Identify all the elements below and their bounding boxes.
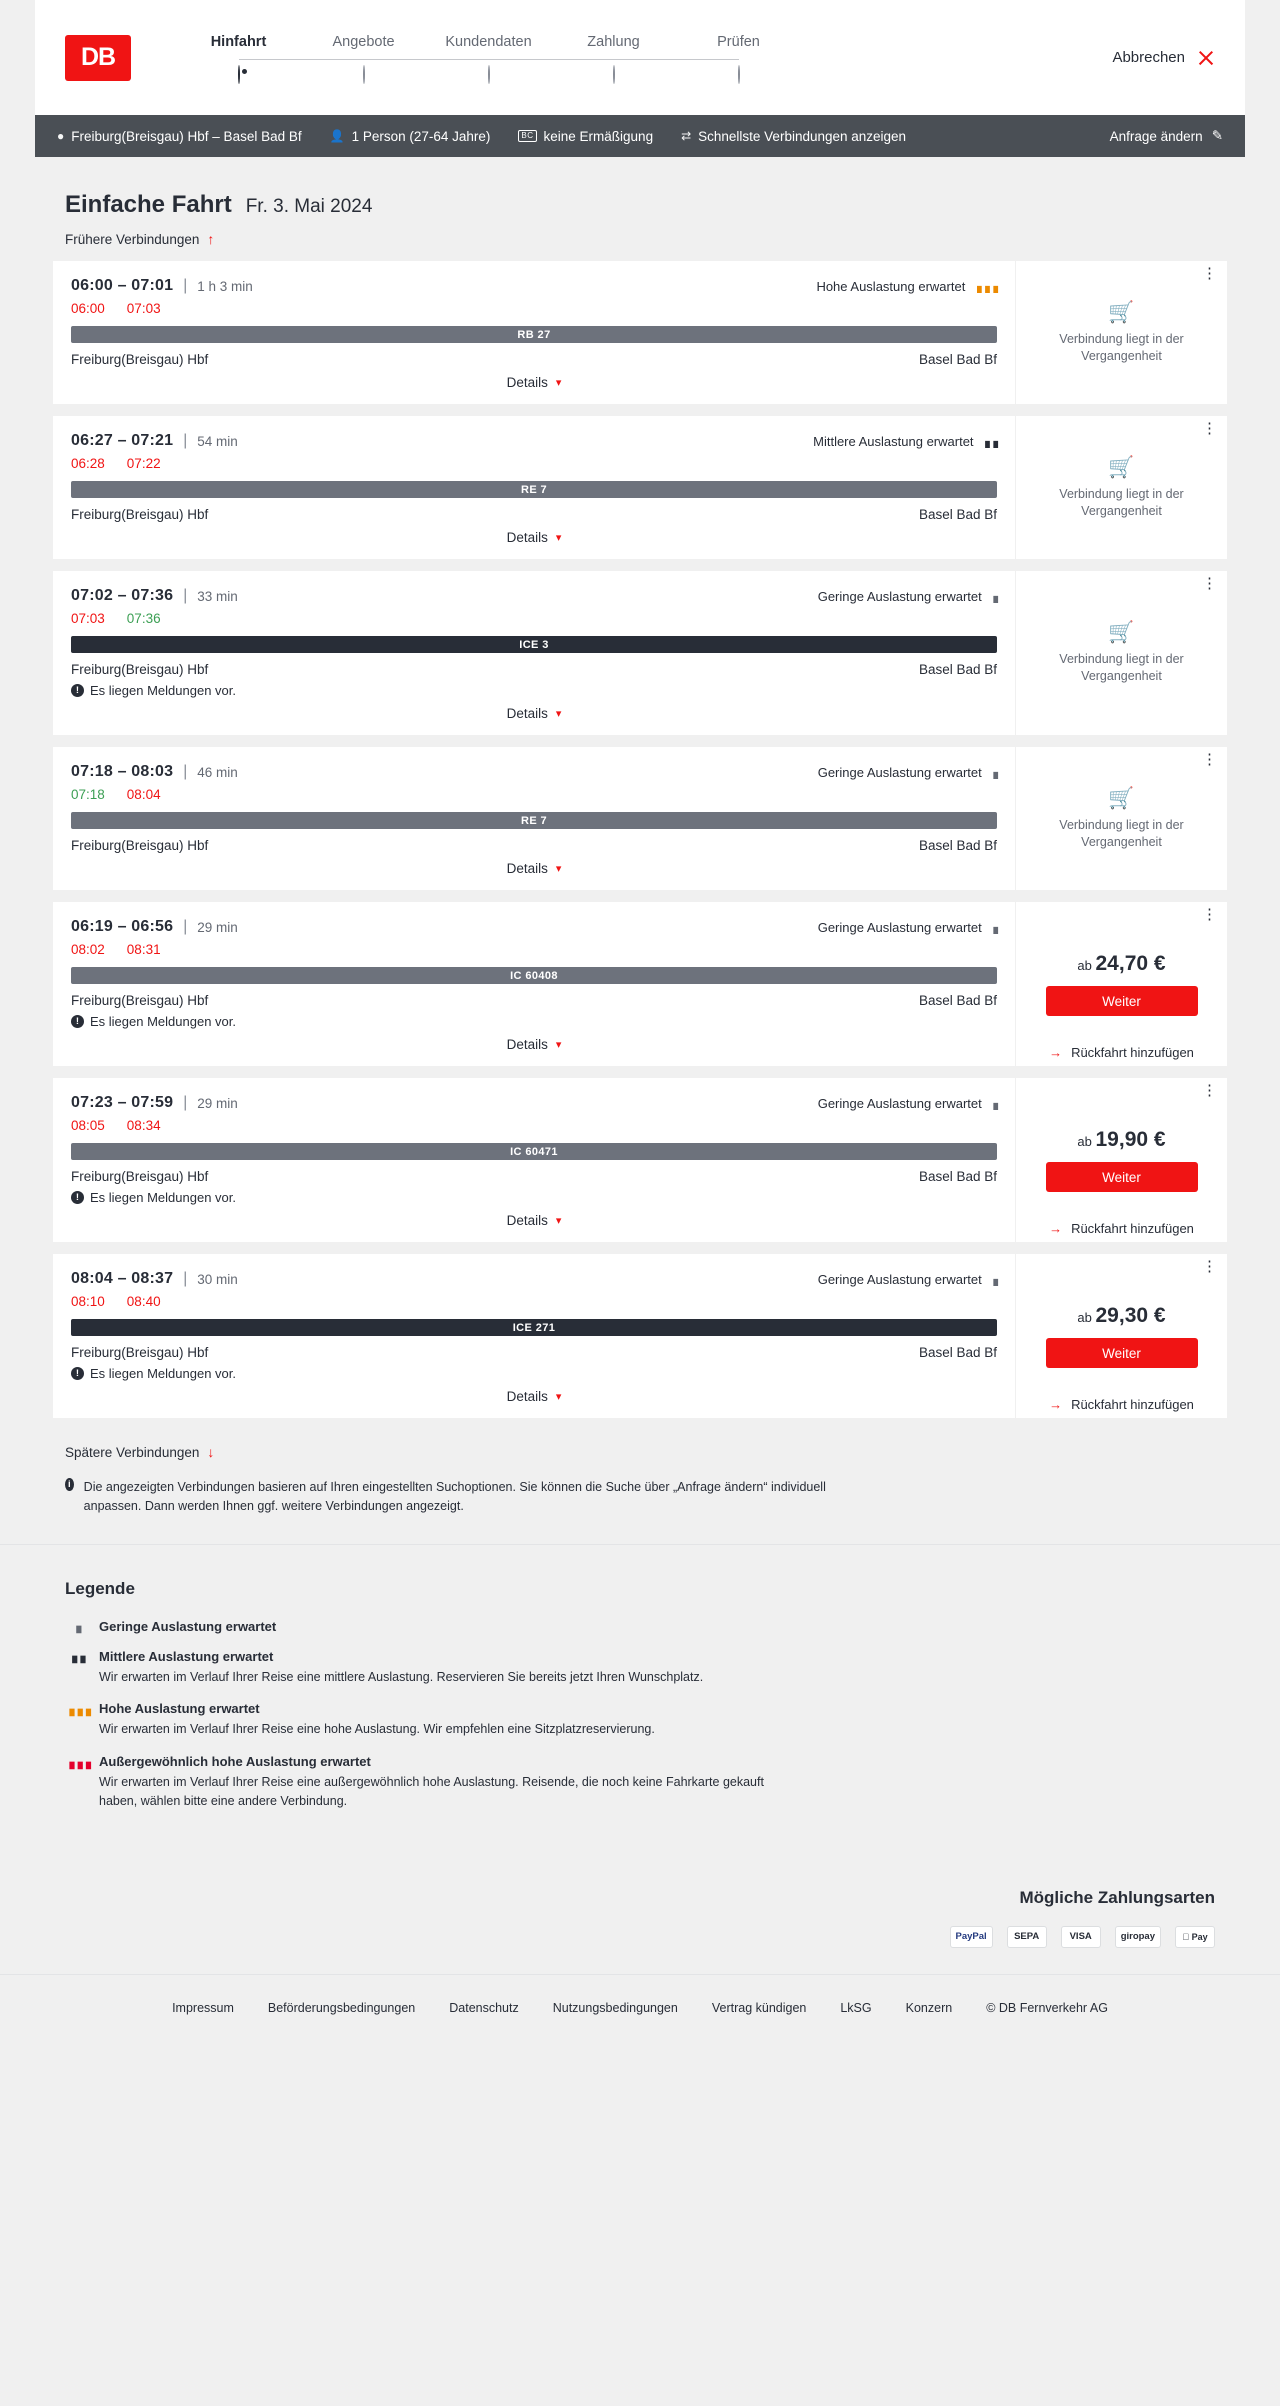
occupancy-label: Geringe Auslastung erwartet xyxy=(817,588,982,604)
product-bar xyxy=(71,1143,997,1160)
occupancy-icon: ▗▗ xyxy=(980,434,997,448)
station-row xyxy=(71,662,997,677)
step-label: Hinfahrt xyxy=(210,33,267,50)
more-options-icon[interactable]: ⋮ xyxy=(1202,265,1217,282)
past-label: Verbindung liegt in der Vergangenheit xyxy=(1059,486,1184,518)
product-bar xyxy=(71,967,997,984)
past-cart-icon: 🛒 xyxy=(1108,786,1135,810)
legend-item xyxy=(65,1701,1215,1739)
connection-main xyxy=(53,747,1015,890)
occupancy-icon: ▗ xyxy=(988,589,997,603)
realtime-times xyxy=(71,1118,997,1133)
station-row xyxy=(71,507,997,522)
footer-link[interactable]: Impressum xyxy=(172,2000,234,2015)
details-toggle[interactable] xyxy=(71,1389,997,1412)
progress-steps xyxy=(176,32,801,84)
price-label xyxy=(1077,952,1165,976)
occupancy-icon: ▗▗▗ xyxy=(972,279,997,293)
step-label: Kundendaten xyxy=(445,33,532,50)
connection-side xyxy=(1015,1254,1227,1418)
departure-time: 08:10 xyxy=(71,1294,105,1309)
separator: | xyxy=(183,918,188,935)
arrival-time: 07:03 xyxy=(126,301,161,316)
db-logo[interactable]: DB xyxy=(65,35,131,81)
more-options-icon[interactable]: ⋮ xyxy=(1202,906,1217,923)
step-kundendaten[interactable] xyxy=(426,32,551,84)
connection-header xyxy=(71,432,997,450)
realtime-times xyxy=(71,787,997,802)
chevron-down-icon: ▾ xyxy=(555,1039,562,1051)
add-return-button[interactable] xyxy=(1016,1221,1227,1236)
destination-station: Basel Bad Bf xyxy=(918,993,997,1008)
main-content xyxy=(35,157,1245,1544)
product-label: RB 27 xyxy=(517,328,551,341)
cancel-button[interactable] xyxy=(1112,49,1215,67)
earlier-connections-button[interactable] xyxy=(35,219,1245,253)
person-icon: 👤 xyxy=(329,129,345,143)
step-label: Zahlung xyxy=(587,33,640,50)
details-label: Details xyxy=(506,1213,548,1228)
connection-side xyxy=(1015,902,1227,1066)
more-options-icon[interactable]: ⋮ xyxy=(1202,751,1217,768)
realtime-times xyxy=(71,942,997,957)
bahncard-icon: BC xyxy=(518,130,536,142)
destination-station: Basel Bad Bf xyxy=(918,1345,997,1360)
connection-card[interactable] xyxy=(53,416,1227,559)
connection-timespan: 06:00 – 07:01 xyxy=(71,277,174,294)
connection-header xyxy=(71,763,997,781)
station-row xyxy=(71,838,997,853)
chevron-down-icon: ▾ xyxy=(555,532,562,544)
connection-header xyxy=(71,1270,997,1288)
travel-date: Fr. 3. Mai 2024 xyxy=(245,196,373,217)
legend-item xyxy=(65,1649,1215,1687)
departure-time: 08:05 xyxy=(71,1118,105,1133)
chevron-down-icon: ▾ xyxy=(555,1215,562,1227)
footer-link[interactable]: Konzern xyxy=(905,2000,953,2015)
departure-time: 06:00 xyxy=(71,301,105,316)
connection-side xyxy=(1015,1078,1227,1242)
station-row xyxy=(71,352,997,367)
info-icon: ! xyxy=(71,1367,84,1380)
payment-method-giropay: giropay xyxy=(1115,1926,1161,1948)
arrow-right-icon: → xyxy=(1049,1221,1063,1236)
step-prüfen[interactable] xyxy=(676,32,801,84)
step-dot xyxy=(613,65,615,84)
legend-items xyxy=(65,1619,1215,1811)
price-value: 19,90 € xyxy=(1095,1128,1166,1151)
pencil-icon[interactable]: ✎ xyxy=(1211,128,1223,143)
destination-station: Basel Bad Bf xyxy=(918,662,997,677)
info-icon: ! xyxy=(71,684,84,697)
arrival-time: 07:36 xyxy=(126,611,161,626)
details-label: Details xyxy=(506,861,548,876)
connection-main xyxy=(53,902,1015,1066)
add-return-label: Rückfahrt hinzufügen xyxy=(1071,1397,1194,1412)
details-label: Details xyxy=(506,706,548,721)
more-options-icon[interactable]: ⋮ xyxy=(1202,1082,1217,1099)
more-options-icon[interactable]: ⋮ xyxy=(1202,420,1217,437)
connection-timespan: 07:18 – 08:03 xyxy=(71,763,174,780)
connection-header xyxy=(71,918,997,936)
summary-passengers[interactable] xyxy=(330,129,491,144)
earlier-connections-label: Frühere Verbindungen xyxy=(65,231,200,247)
product-label: ICE 271 xyxy=(512,1321,556,1334)
payment-method-sepa: SEPA xyxy=(1007,1926,1047,1948)
product-label: ICE 3 xyxy=(519,638,549,651)
occupancy-icon: ▗ xyxy=(71,1619,81,1633)
legend-item-head xyxy=(65,1649,1215,1664)
footer-link[interactable]: Datenschutz xyxy=(449,2000,519,2015)
legend-title: Legende xyxy=(65,1578,135,1598)
occupancy-icon: ▗ xyxy=(988,920,997,934)
step-dot xyxy=(738,65,740,84)
separator: | xyxy=(183,1270,188,1287)
separator: | xyxy=(183,277,188,294)
connection-main xyxy=(53,1078,1015,1242)
search-summary-bar xyxy=(35,115,1245,157)
origin-station: Freiburg(Breisgau) Hbf xyxy=(71,1345,209,1360)
search-options-note xyxy=(35,1464,865,1542)
connection-message[interactable] xyxy=(71,1014,997,1029)
add-return-label: Rückfahrt hinzufügen xyxy=(1071,1221,1194,1236)
details-toggle[interactable] xyxy=(71,1037,997,1060)
location-pin-icon: ● xyxy=(57,129,65,143)
chevron-down-icon: ▾ xyxy=(555,1391,562,1403)
destination-station: Basel Bad Bf xyxy=(918,352,997,367)
connection-duration: 33 min xyxy=(197,588,238,604)
connection-card[interactable] xyxy=(53,261,1227,404)
details-toggle[interactable] xyxy=(71,530,997,553)
details-toggle[interactable] xyxy=(71,1213,997,1236)
occupancy-label: Geringe Auslastung erwartet xyxy=(817,1095,982,1111)
origin-station: Freiburg(Breisgau) Hbf xyxy=(71,1169,209,1184)
past-label: Verbindung liegt in der Vergangenheit xyxy=(1059,652,1184,683)
past-label: Verbindung liegt in der Vergangenheit xyxy=(1059,331,1184,363)
occupancy-indicator xyxy=(818,1272,997,1287)
connection-message-label: Es liegen Meldungen vor. xyxy=(90,1190,236,1205)
app-header xyxy=(35,0,1245,115)
continue-button[interactable]: Weiter xyxy=(1046,986,1198,1016)
product-label: IC 60471 xyxy=(510,1145,558,1158)
connection-side xyxy=(1015,571,1227,735)
arrival-time: 08:31 xyxy=(126,942,161,957)
legend-item-desc: Wir erwarten im Verlauf Ihrer Reise eine mittlere Auslastung. Reservieren Sie bereits jetzt Ihren Wunschplatz. xyxy=(99,1669,704,1684)
connection-card[interactable] xyxy=(53,1078,1227,1242)
connection-duration: 30 min xyxy=(197,1271,238,1287)
search-options-note-text: Die angezeigten Verbindungen basieren auf Ihren eingestellten Suchoptionen. Sie können die Suche über „Anfrage ändern“ individuell anpassen. Dann werden Ihnen ggf. weitere Verbindungen angezeigt. xyxy=(83,1480,826,1513)
departure-time: 07:18 xyxy=(71,787,105,802)
step-dot xyxy=(488,65,490,84)
connection-message-label: Es liegen Meldungen vor. xyxy=(90,683,236,698)
footer-link[interactable]: Beförderungsbedingungen xyxy=(267,2000,416,2015)
add-return-label: Rückfahrt hinzufügen xyxy=(1071,1045,1194,1060)
connection-timespan: 06:19 – 06:56 xyxy=(71,918,174,935)
origin-station: Freiburg(Breisgau) Hbf xyxy=(71,662,209,677)
occupancy-icon: ▗▗ xyxy=(67,1649,85,1663)
add-return-button[interactable] xyxy=(1016,1045,1227,1060)
occupancy-label: Geringe Auslastung erwartet xyxy=(817,919,982,935)
destination-station: Basel Bad Bf xyxy=(918,507,997,522)
product-bar xyxy=(71,812,997,829)
departure-time: 07:03 xyxy=(71,611,105,626)
connection-card[interactable] xyxy=(53,747,1227,890)
step-hinfahrt[interactable] xyxy=(176,32,301,84)
page-title: Einfache Fahrt xyxy=(65,191,232,218)
footer-link[interactable]: LkSG xyxy=(840,2000,872,2015)
connection-main xyxy=(53,416,1015,559)
occupancy-indicator xyxy=(818,1096,997,1111)
occupancy-label: Hohe Auslastung erwartet xyxy=(816,278,966,294)
connection-duration: 46 min xyxy=(197,764,238,780)
connection-card[interactable] xyxy=(53,902,1227,1066)
step-zahlung[interactable] xyxy=(551,32,676,84)
occupancy-indicator xyxy=(818,920,997,935)
origin-station: Freiburg(Breisgau) Hbf xyxy=(71,352,209,367)
connection-message[interactable] xyxy=(71,1366,997,1381)
connection-side xyxy=(1015,416,1227,559)
connection-timespan: 07:23 – 07:59 xyxy=(71,1094,174,1111)
connection-side xyxy=(1015,261,1227,404)
close-icon[interactable] xyxy=(1197,49,1215,67)
connection-main xyxy=(53,1254,1015,1418)
site-footer xyxy=(0,1974,1280,2049)
product-label: IC 60408 xyxy=(510,969,558,982)
occupancy-icon: ▗▗▗ xyxy=(65,1701,90,1716)
legend-item-desc: Wir erwarten im Verlauf Ihrer Reise eine außergewöhnlich hohe Auslastung. Reisende, die noch keine Fahrkarte gekauft haben, wählen bitte eine andere Verbindung. xyxy=(99,1775,764,1808)
arrival-time: 07:22 xyxy=(126,456,161,471)
past-label: Verbindung liegt in der Vergangenheit xyxy=(1059,817,1184,849)
separator: | xyxy=(183,763,188,780)
connection-timespan: 06:27 – 07:21 xyxy=(71,432,174,449)
connection-duration: 1 h 3 min xyxy=(197,278,253,294)
product-bar xyxy=(71,636,997,653)
past-cart-icon: 🛒 xyxy=(1108,621,1135,645)
continue-button[interactable]: Weiter xyxy=(1046,1338,1198,1368)
more-options-icon[interactable]: ⋮ xyxy=(1202,575,1217,592)
product-bar xyxy=(71,1319,997,1336)
price-prefix: ab xyxy=(1077,1310,1092,1325)
payment-method-pay: Pay xyxy=(1175,1926,1215,1948)
arrival-time: 08:04 xyxy=(126,787,161,802)
legend-item-desc: Wir erwarten im Verlauf Ihrer Reise eine hohe Auslastung. Wir empfehlen eine Sitzplatzreservierung. xyxy=(99,1722,655,1737)
connection-message-label: Es liegen Meldungen vor. xyxy=(90,1366,236,1381)
occupancy-icon: ▗ xyxy=(988,765,997,779)
connection-list xyxy=(35,253,1245,1418)
connection-timespan: 07:02 – 07:36 xyxy=(71,587,174,604)
occupancy-icon: ▗ xyxy=(988,1272,997,1286)
step-connector xyxy=(364,59,489,61)
occupancy-label: Geringe Auslastung erwartet xyxy=(817,764,982,780)
legend-item-head xyxy=(65,1701,1215,1716)
origin-station: Freiburg(Breisgau) Hbf xyxy=(71,993,209,1008)
occupancy-indicator xyxy=(813,434,997,449)
occupancy-icon: ▗ xyxy=(988,1096,997,1110)
connection-message-label: Es liegen Meldungen vor. xyxy=(90,1014,236,1029)
summary-discount-label: keine Ermäßigung xyxy=(543,128,654,144)
details-toggle[interactable] xyxy=(71,861,997,884)
price-prefix: ab xyxy=(1077,1134,1092,1149)
info-icon: i xyxy=(65,1478,74,1491)
chevron-down-icon: ▾ xyxy=(555,377,562,389)
step-angebote[interactable] xyxy=(301,32,426,84)
legend-item-label: Mittlere Auslastung erwartet xyxy=(99,1648,274,1664)
legend-item xyxy=(65,1754,1215,1811)
price-label xyxy=(1077,1128,1165,1152)
arrival-time: 08:40 xyxy=(126,1294,161,1309)
occupancy-label: Geringe Auslastung erwartet xyxy=(817,1271,982,1287)
summary-fastest[interactable] xyxy=(681,129,906,144)
step-dot xyxy=(363,65,365,84)
price-prefix: ab xyxy=(1077,958,1092,973)
connection-timespan: 08:04 – 08:37 xyxy=(71,1270,174,1287)
legend-item-label: Außergewöhnlich hohe Auslastung erwartet xyxy=(99,1754,371,1769)
legend-section xyxy=(0,1544,1280,1866)
legend-item-head xyxy=(65,1754,1215,1769)
past-cart-icon: 🛒 xyxy=(1108,300,1135,324)
details-label: Details xyxy=(506,375,548,390)
connection-side xyxy=(1015,747,1227,890)
summary-route[interactable] xyxy=(57,129,302,144)
product-label: RE 7 xyxy=(520,483,548,496)
origin-station: Freiburg(Breisgau) Hbf xyxy=(71,838,209,853)
payment-methods-section xyxy=(0,1866,1280,1974)
summary-fastest-label: Schnellste Verbindungen anzeigen xyxy=(698,128,907,144)
origin-station: Freiburg(Breisgau) Hbf xyxy=(71,507,209,522)
payment-methods-row xyxy=(65,1926,1215,1948)
departure-time: 08:02 xyxy=(71,942,105,957)
step-label: Prüfen xyxy=(717,33,760,50)
departure-time: 06:28 xyxy=(71,456,105,471)
arrow-right-icon: → xyxy=(1049,1397,1063,1412)
payment-methods-title: Mögliche Zahlungsarten xyxy=(1019,1887,1215,1907)
legend-item-head xyxy=(65,1619,1215,1634)
page-title-row xyxy=(35,157,1245,219)
later-connections-button[interactable] xyxy=(35,1430,1245,1464)
connection-header xyxy=(71,277,997,295)
arrow-right-icon: → xyxy=(1049,1045,1063,1060)
connection-duration: 54 min xyxy=(197,433,238,449)
legend-item-label: Hohe Auslastung erwartet xyxy=(99,1701,260,1717)
price-label xyxy=(1077,1304,1165,1328)
connection-message[interactable] xyxy=(71,683,997,698)
step-label: Angebote xyxy=(332,33,395,50)
separator: | xyxy=(183,1094,188,1111)
payment-method-visa: VISA xyxy=(1061,1926,1101,1948)
legend-item xyxy=(65,1619,1215,1634)
step-connector xyxy=(614,59,739,61)
arrow-up-icon: ↑ xyxy=(207,231,215,247)
details-toggle[interactable] xyxy=(71,375,997,398)
step-connector xyxy=(239,59,364,61)
more-options-icon[interactable]: ⋮ xyxy=(1202,1258,1217,1275)
occupancy-indicator xyxy=(818,589,997,604)
swap-icon: ⇄ xyxy=(681,129,692,143)
step-dot xyxy=(238,65,240,84)
details-label: Details xyxy=(506,1389,548,1404)
station-row xyxy=(71,1169,997,1184)
chevron-down-icon: ▾ xyxy=(555,863,562,875)
product-bar xyxy=(71,326,997,343)
realtime-times xyxy=(71,1294,997,1309)
continue-button[interactable]: Weiter xyxy=(1046,1162,1198,1192)
footer-link[interactable]: Nutzungsbedingungen xyxy=(552,2000,678,2015)
footer-link[interactable]: Vertrag kündigen xyxy=(711,2000,807,2015)
realtime-times xyxy=(71,301,997,316)
connection-card[interactable] xyxy=(53,1254,1227,1418)
station-row xyxy=(71,1345,997,1360)
occupancy-indicator xyxy=(816,279,997,294)
separator: | xyxy=(183,432,188,449)
details-label: Details xyxy=(506,530,548,545)
chevron-down-icon: ▾ xyxy=(555,708,562,720)
connection-main xyxy=(53,571,1015,735)
details-label: Details xyxy=(506,1037,548,1052)
occupancy-label: Mittlere Auslastung erwartet xyxy=(813,433,974,449)
add-return-button[interactable] xyxy=(1016,1397,1227,1412)
step-connector xyxy=(489,59,614,61)
occupancy-icon: ▗▗▗ xyxy=(65,1754,90,1769)
change-request-button[interactable] xyxy=(1110,128,1223,144)
product-label: RE 7 xyxy=(520,814,548,827)
realtime-times xyxy=(71,456,997,471)
arrival-time: 08:34 xyxy=(126,1118,161,1133)
separator: | xyxy=(183,587,188,604)
legend-item-label: Geringe Auslastung erwartet xyxy=(99,1618,277,1634)
connection-header xyxy=(71,1094,997,1112)
summary-passengers-label: 1 Person (27-64 Jahre) xyxy=(351,128,491,144)
connection-duration: 29 min xyxy=(197,1095,238,1111)
destination-station: Basel Bad Bf xyxy=(918,838,997,853)
payment-method-paypal: PayPal xyxy=(950,1926,993,1948)
connection-card[interactable] xyxy=(53,571,1227,735)
connection-message[interactable] xyxy=(71,1190,997,1205)
connection-header xyxy=(71,587,997,605)
connection-duration: 29 min xyxy=(197,919,238,935)
change-request-label: Anfrage ändern xyxy=(1109,128,1203,144)
details-toggle[interactable] xyxy=(71,706,997,729)
realtime-times xyxy=(71,611,997,626)
cancel-label: Abbrechen xyxy=(1112,49,1185,66)
price-value: 24,70 € xyxy=(1095,952,1166,975)
summary-discount[interactable] xyxy=(518,129,653,144)
info-icon: ! xyxy=(71,1015,84,1028)
past-cart-icon: 🛒 xyxy=(1108,455,1135,479)
summary-route-label: Freiburg(Breisgau) Hbf – Basel Bad Bf xyxy=(71,128,302,144)
connection-main xyxy=(53,261,1015,404)
footer-copyright: © DB Fernverkehr AG xyxy=(986,2000,1108,2015)
info-icon: ! xyxy=(71,1191,84,1204)
arrow-down-icon: ↓ xyxy=(207,1444,215,1460)
station-row xyxy=(71,993,997,1008)
occupancy-indicator xyxy=(818,765,997,780)
product-bar xyxy=(71,481,997,498)
later-connections-label: Spätere Verbindungen xyxy=(65,1444,200,1460)
destination-station: Basel Bad Bf xyxy=(918,1169,997,1184)
price-value: 29,30 € xyxy=(1095,1304,1166,1327)
